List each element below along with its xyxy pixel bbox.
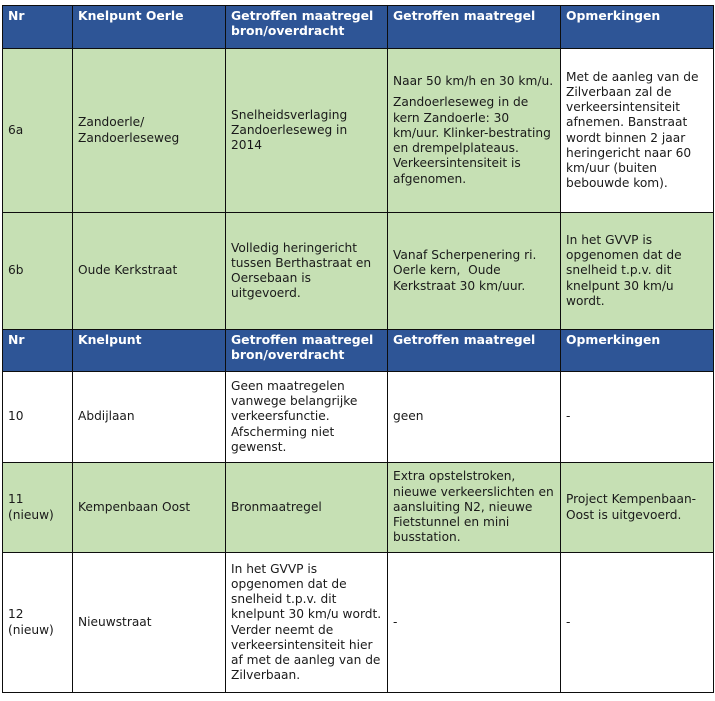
cell-bron: Bronmaatregel — [226, 463, 388, 553]
cell-opmerkingen: - — [561, 372, 714, 463]
cell-maatregel: geen — [388, 372, 561, 463]
cell-maatregel: Vanaf Scherpenering ri. Oerle kern, Oude Kerkstraat 30 km/uur. — [388, 213, 561, 330]
cell-opmerkingen: - — [561, 553, 714, 693]
table-row — [3, 49, 714, 213]
cell-maatregel: Extra opstelstroken, nieuwe verkeerslichten en aansluiting N2, nieuwe Fietstunnel en mini busstation. — [388, 463, 561, 553]
maatregel-paragraph: Naar 50 km/h en 30 km/u. — [393, 74, 554, 89]
table-row — [3, 372, 714, 463]
knelpunten-table — [2, 5, 714, 693]
header-opmerkingen: Opmerkingen — [561, 330, 714, 372]
cell-bron: Geen maatregelen vanwege belangrijke verkeersfunctie. Afscherming niet gewenst. — [226, 372, 388, 463]
cell-nr: 6a — [3, 49, 73, 213]
cell-knelpunt: Kempenbaan Oost — [73, 463, 226, 553]
header-opmerkingen: Opmerkingen — [561, 6, 714, 49]
header-maatregel-bron: Getroffen maatregel bron/overdracht — [226, 330, 388, 372]
table-header-row — [3, 6, 714, 49]
cell-opmerkingen: In het GVVP is opgenomen dat de snelheid t.p.v. dit knelpunt 30 km/u wordt. — [561, 213, 714, 330]
cell-nr: 12 (nieuw) — [3, 553, 73, 693]
cell-nr: 6b — [3, 213, 73, 330]
cell-bron: Snelheidsverlaging Zandoerleseweg in 2014 — [226, 49, 388, 213]
cell-knelpunt: Zandoerle/ Zandoerleseweg — [73, 49, 226, 213]
cell-opmerkingen: Project Kempenbaan-Oost is uitgevoerd. — [561, 463, 714, 553]
cell-opmerkingen: Met de aanleg van de Zilverbaan zal de verkeersintensiteit afnemen. Banstraat wordt binnen 2 jaar heringericht naar 60 km/uur (buiten bebouwde kom). — [561, 49, 714, 213]
cell-nr: 10 — [3, 372, 73, 463]
header-maatregel-bron: Getroffen maatregel bron/overdracht — [226, 6, 388, 49]
header-nr: Nr — [3, 330, 73, 372]
cell-maatregel: - — [388, 553, 561, 693]
cell-bron: Volledig heringericht tussen Berthastraat en Oersebaan is uitgevoerd. — [226, 213, 388, 330]
header-maatregel: Getroffen maatregel — [388, 6, 561, 49]
cell-knelpunt: Abdijlaan — [73, 372, 226, 463]
header-maatregel: Getroffen maatregel — [388, 330, 561, 372]
cell-bron: In het GVVP is opgenomen dat de snelheid t.p.v. dit knelpunt 30 km/u wordt. Verder neemt de verkeersintensiteit hier af met de aanleg van de Zilverbaan. — [226, 553, 388, 693]
cell-nr: 11 (nieuw) — [3, 463, 73, 553]
table-row — [3, 463, 714, 553]
cell-knelpunt: Oude Kerkstraat — [73, 213, 226, 330]
header-nr: Nr — [3, 6, 73, 49]
cell-maatregel — [388, 49, 561, 213]
table-header-row — [3, 330, 714, 372]
maatregel-paragraph: Zandoerleseweg in de kern Zandoerle: 30 km/uur. Klinker-bestrating en drempelplateaus. Verkeersintensiteit is afgenomen. — [393, 95, 551, 186]
cell-knelpunt: Nieuwstraat — [73, 553, 226, 693]
header-knelpunt: Knelpunt — [73, 330, 226, 372]
header-knelpunt-oerle: Knelpunt Oerle — [73, 6, 226, 49]
table-row — [3, 213, 714, 330]
table-row — [3, 553, 714, 693]
